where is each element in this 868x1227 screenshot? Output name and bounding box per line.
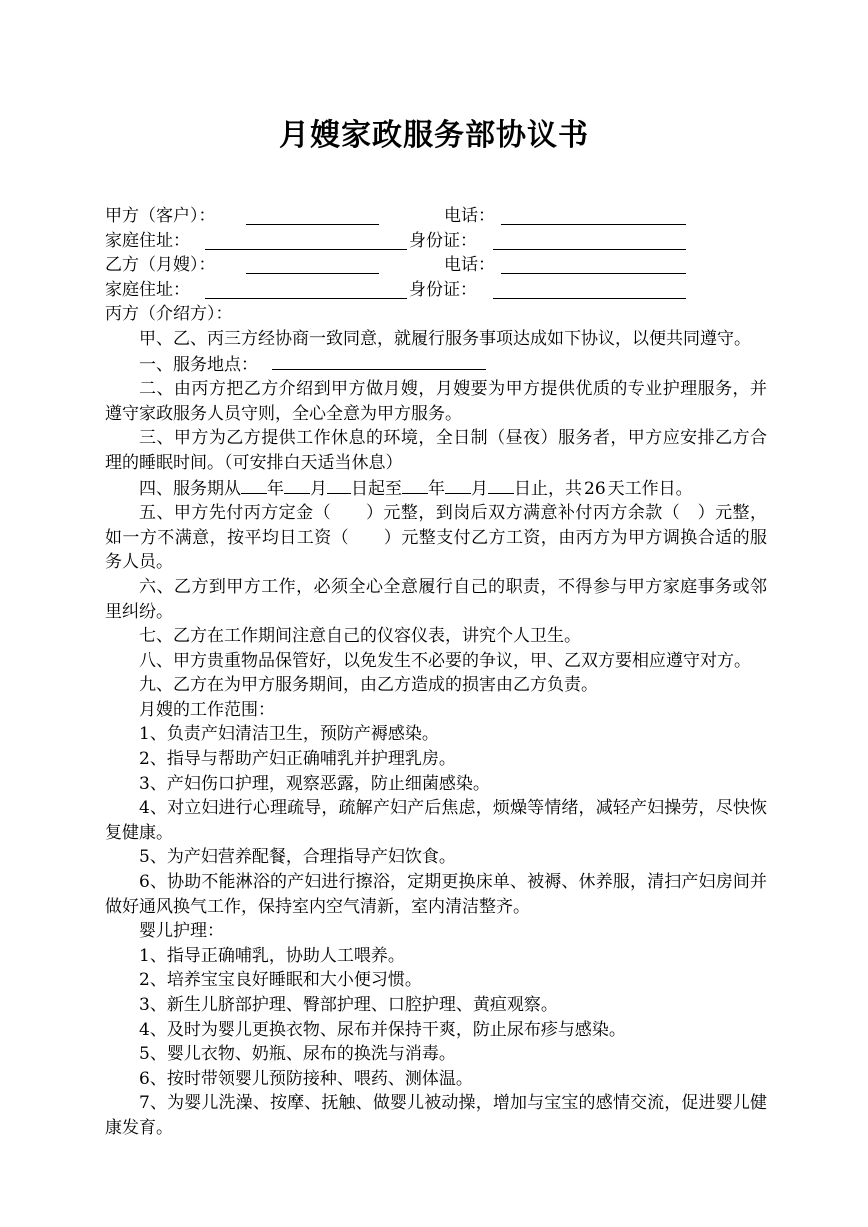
baby-item: 1、指导正确哺乳，协助人工喂养。 — [139, 945, 405, 966]
party-c-row — [105, 302, 767, 327]
party-c-label: 丙方（介绍方）： — [105, 304, 233, 325]
address-b-row — [105, 278, 767, 303]
phone-a-blank — [501, 206, 686, 225]
scope-item: 3、产妇伤口护理，观察恶露，防止细菌感染。 — [139, 773, 490, 794]
clause-8: 八、甲方贵重物品保管好，以免发生不必要的争议，甲、乙双方要相应遵守对方。 — [139, 650, 751, 671]
address-a-row — [105, 229, 767, 254]
party-b-label: 乙方（月嫂）： — [105, 255, 216, 276]
service-location-blank — [272, 352, 486, 370]
clause-4-year2: 年 — [428, 478, 445, 499]
clause-4-month1: 月 — [310, 478, 327, 499]
end-day-blank — [488, 476, 514, 494]
id-a-label: 身份证： — [409, 230, 477, 251]
start-day-blank — [327, 476, 351, 494]
clause-4-day2: 日止，共 — [514, 478, 582, 499]
document-body — [105, 204, 767, 1141]
clause-4-year1: 年 — [267, 478, 284, 499]
baby-item: 2、培养宝宝良好睡眠和大小便习惯。 — [139, 970, 422, 991]
clause-4-day1: 日起至 — [351, 478, 402, 499]
party-b-row — [105, 253, 767, 278]
clause-4-suffix: 天工作日。 — [607, 478, 693, 499]
phone-b-label: 电话： — [444, 255, 495, 276]
clause-4-month2: 月 — [471, 478, 488, 499]
address-b-label: 家庭住址： — [105, 279, 190, 300]
baby-item: 5、婴儿衣物、奶瓶、尿布的换洗与消毒。 — [139, 1044, 456, 1065]
phone-a-label: 电话： — [444, 206, 495, 226]
scope-item: 2、指导与帮助产妇正确哺乳并护理乳房。 — [139, 749, 456, 770]
clause-1 — [105, 352, 767, 378]
clause-4-days: 26 — [584, 478, 606, 499]
clause-6: 六、乙方到甲方工作，必须全心全意履行自己的职责，不得参与甲方家庭事务或邻里纠纷。 — [105, 576, 767, 622]
party-a-row — [105, 204, 767, 229]
id-b-label: 身份证： — [409, 279, 477, 300]
intro-paragraph: 甲、乙、丙三方经协商一致同意，就履行服务事项达成如下协议，以便共同遵守。 — [139, 328, 751, 349]
address-a-label: 家庭住址： — [105, 230, 190, 251]
scope-item: 5、为产妇营养配餐，合理指导产妇饮食。 — [139, 847, 456, 868]
party-b-blank — [246, 255, 379, 274]
scope-item: 6、协助不能淋浴的产妇进行擦浴，定期更换床单、被褥、休养服，清扫产妇房间并做好通风换气工作，保持室内空气清新，室内清洁整齐。 — [105, 872, 767, 917]
clause-9: 九、乙方在为甲方服务期间，由乙方造成的损害由乙方负责。 — [139, 675, 598, 696]
end-month-blank — [445, 476, 471, 494]
end-year-blank — [402, 476, 428, 494]
baby-item: 6、按时带领婴儿预防接种、喂药、测体温。 — [139, 1068, 473, 1089]
phone-b-blank — [501, 255, 686, 274]
address-a-blank — [205, 231, 407, 250]
baby-item: 7、为婴儿洗澡、按摩、抚触、做婴儿被动操，增加与宝宝的感情交流，促进婴儿健康发育。 — [105, 1093, 767, 1138]
start-month-blank — [284, 476, 310, 494]
clause-3: 三、甲方为乙方提供工作休息的环境，全日制（昼夜）服务者，甲方应安排乙方合理的睡眠时间。（可安排白天适当休息） — [105, 428, 767, 473]
clause-2: 二、由丙方把乙方介绍到甲方做月嫂，月嫂要为甲方提供优质的专业护理服务，并遵守家政服务人员守则，全心全意为甲方服务。 — [105, 379, 767, 424]
scope-item: 1、负责产妇清洁卫生，预防产褥感染。 — [139, 724, 439, 745]
scope-heading: 月嫂的工作范围： — [139, 699, 275, 720]
clause-1-text: 一、服务地点： — [139, 354, 258, 375]
start-year-blank — [241, 476, 267, 494]
party-a-label: 甲方（客户）： — [105, 206, 216, 226]
clause-5: 五、甲方先付丙方定金（ ）元整，到岗后双方满意补付丙方余款（ ）元整，如一方不满意，按平均日工资（ ）元整支付乙方工资，由丙方为甲方调换合适的服务人员。 — [105, 503, 767, 573]
baby-heading: 婴儿护理： — [139, 921, 224, 942]
address-b-blank — [205, 280, 407, 299]
clause-7: 七、乙方在工作期间注意自己的仪容仪表，讲究个人卫生。 — [139, 626, 581, 647]
document-title: 月嫂家政服务部协议书 — [279, 118, 589, 153]
baby-item: 3、新生儿脐部护理、臀部护理、口腔护理、黄疸观察。 — [139, 995, 558, 1015]
scope-item: 4、对立妇进行心理疏导，疏解产妇产后焦虑，烦燥等情绪，减轻产妇操劳，尽快恢复健康。 — [105, 798, 767, 843]
id-b-blank — [493, 280, 686, 299]
clause-4 — [105, 476, 767, 502]
baby-item: 4、及时为婴儿更换衣物、尿布并保持干爽，防止尿布疹与感染。 — [139, 1019, 626, 1040]
clause-4-prefix: 四、服务期从 — [139, 478, 241, 499]
id-a-blank — [493, 231, 686, 250]
party-a-blank — [246, 206, 379, 225]
